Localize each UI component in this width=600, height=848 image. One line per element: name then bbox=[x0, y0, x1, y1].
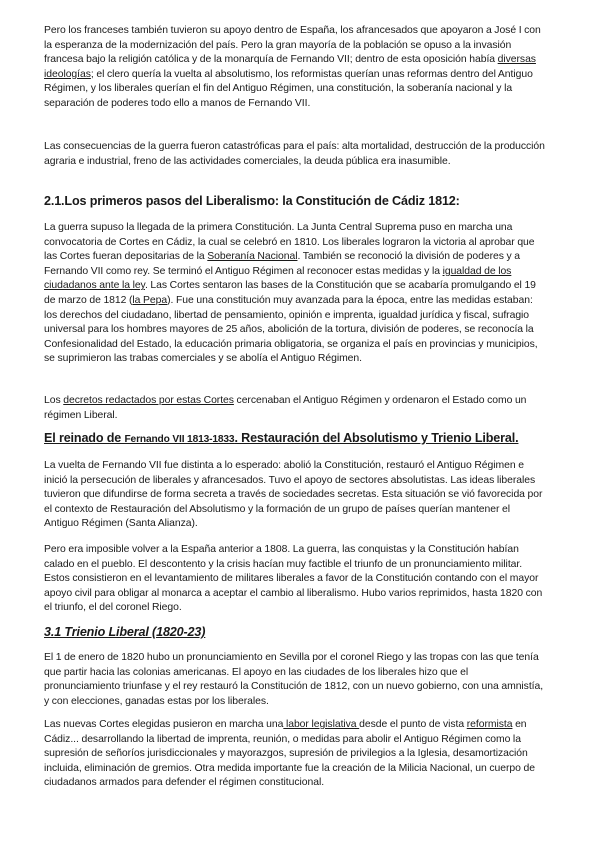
link-igualdad-ley[interactable]: igualdad de los ciudadanos ante la ley bbox=[44, 265, 512, 292]
paragraph-decretos: Los decretos redactados por estas Cortes cercenaban el Antiguo Régimen y ordenaron el Estado como un régimen Liberal. bbox=[44, 395, 527, 421]
paragraph-afrancesados: Pero los franceses también tuvieron su apoyo dentro de España, los afrancesados que apoyaron a José I con la esperanza de la modernización del país. Pero la gran mayoría de la población se opuso a la invasión francesa bajo la religión católica y de la monarquía de Fernando VII; dentro de esta oposición había diversas ideologías; el clero quería la vuelta al absolutismo, los reformistas querían unas reformas dentro del Antiguo Régimen, y los liberales querían el fin del Antiguo Régimen, una constitución, la soberanía nacional y la separación de poderes todo ello a manos de Fernando VII. bbox=[44, 25, 541, 109]
heading-trienio-liberal: 3.1 Trienio Liberal (1820-23) bbox=[44, 625, 206, 639]
link-reformista[interactable]: reformista bbox=[466, 719, 513, 730]
heading-reinado-fernando: El reinado de Fernando VII 1813-1833. Restauración del Absolutismo y Trienio Liberal. bbox=[44, 431, 519, 445]
paragraph-pronunciamientos: Pero era imposible volver a la España anterior a 1808. La guerra, las conquistas y la Constitución habían calado en el pueblo. El descontento y la crisis hacían muy factible el triunfo de un pronunciamiento militar. Estos consistieron en el levantamiento de militares liberales a favor de la Constitución contando con el mayor apoyo civil para obligar al monarca a aceptar el cambio al liberalismo. Hubo varios reprimidos, hasta 1820 con el triunfo, el del coronel Riego. bbox=[44, 544, 543, 614]
paragraph-nuevas-cortes: Las nuevas Cortes elegidas pusieron en marcha una labor legislativa desde el punto de vista reformista en Cádiz... desarrollando la libertad de imprenta, reunión, o medidas para abolir el Antiguo Régimen como la supresión de señoríos jurisdiccionales y mayorazgos, supresión de privilegios a la Iglesia, desamortización incluida, eliminación de gremios. Otra medida importante fue la creación de la Milicia Nacional, un cuerpo de ciudadanos armados para defender el régimen constitucional. bbox=[44, 719, 535, 789]
paragraph-riego: El 1 de enero de 1820 hubo un pronunciamiento en Sevilla por el coronel Riego y las tropas con las que tenía que partir hacia las colonias americanas. El apoyo en las ciudades de los liberales hizo que el pronunciamiento triunfase y el rey restauró la Constitución de 1812, con un nuevo gobierno, con una amnistía, y con elecciones, ganadas estas por los liberales. bbox=[44, 652, 544, 707]
paragraph-vuelta-fernando: La vuelta de Fernando VII fue distinta a lo esperado: abolió la Constitución, restauró el Antiguo Régimen e inició la persecución de liberales y afrancesados. Tuvo el apoyo de sectores absolutistas. Las ideas liberales tuvieron que difundirse de forma secreta a través de sociedades secretas. Esta situación se vió favorecida por el contexto de Restauración del Absolutismo y la formación de un grupo de países querían mantener el Antiguo Régimen (Santa Alianza). bbox=[44, 460, 543, 530]
paragraph-consecuencias: Las consecuencias de la guerra fueron catastróficas para el país: alta mortalidad, destrucción de la producción agraria e industrial, freno de las actividades comerciales, la deuda pública era inasumible. bbox=[44, 141, 545, 167]
link-diversas-ideologias[interactable]: diversas ideologías bbox=[44, 54, 536, 80]
heading-liberalismo-cadiz: 2.1.Los primeros pasos del Liberalismo: la Constitución de Cádiz 1812: bbox=[44, 194, 460, 208]
link-labor-legislativa[interactable]: labor legislativa bbox=[283, 719, 360, 730]
paragraph-constitucion: La guerra supuso la llegada de la primera Constitución. La Junta Central Suprema puso en marcha una convocatoria de Cortes en Cádiz, la cual se celebró en 1810. Los liberales lograron la victoria al aprobar que las Cortes fueran depositarias de la Soberanía Nacional. También se reconoció la división de poderes y a Fernando VII como rey. Se terminó el Antiguo Régimen al reconocer estas medidas y la igualdad de los ciudadanos ante la ley. Las Cortes sentaron las bases de la Constitución que se acabaría promulgando el 19 de marzo de 1812 (la Pepa). Fue una constitución muy avanzada para la época, entre las medidas estaban: los derechos del ciudadano, libertad de pensamiento, opinión e imprenta, igualdad jurídica y fiscal, sufragio universal para los hombres mayores de 25 años, abolición de la tortura, división de poderes, se reconocía la Confesionalidad del Estado, la educación primaria obligatoria, se organiza el país en provincias y municipios, se suprimieron las trabas comerciales y se abolía el Antiguo Régimen. bbox=[44, 222, 538, 365]
link-la-pepa[interactable]: la Pepa bbox=[132, 294, 168, 306]
link-decretos-cortes[interactable]: decretos redactados por estas Cortes bbox=[63, 395, 234, 406]
link-soberania-nacional[interactable]: Soberanía Nacional bbox=[207, 251, 298, 263]
